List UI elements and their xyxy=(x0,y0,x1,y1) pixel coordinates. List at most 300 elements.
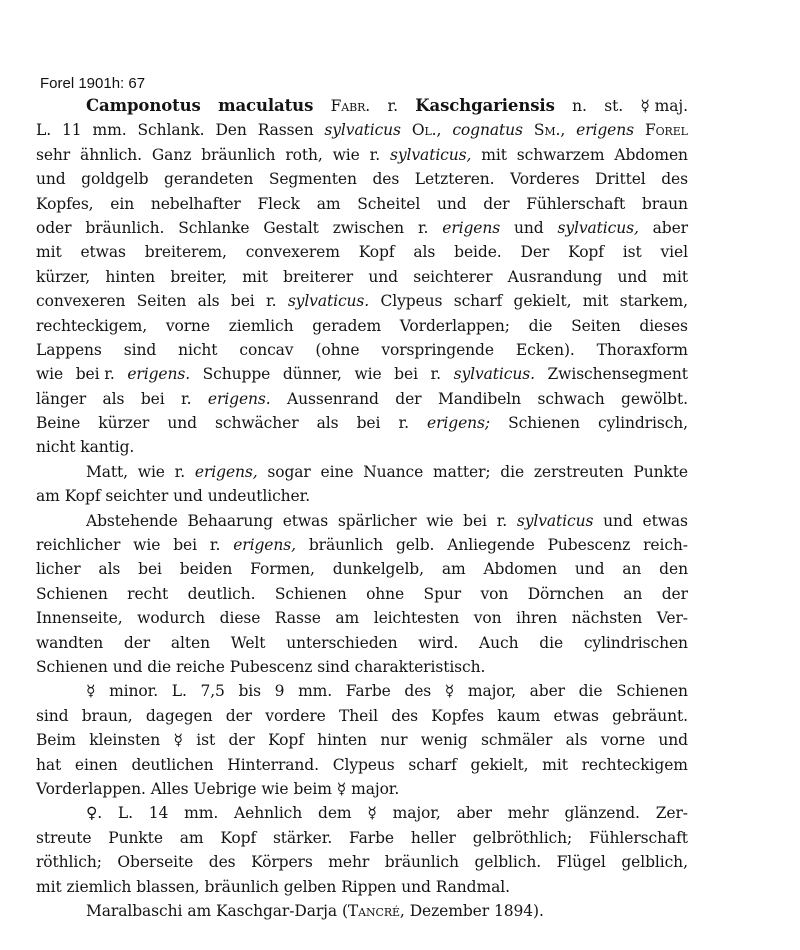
word: mit xyxy=(242,267,268,286)
word: Forel xyxy=(644,121,688,140)
word: am xyxy=(441,560,466,579)
word: Clypeus xyxy=(380,292,443,311)
word: der xyxy=(228,731,255,750)
word: Schienen xyxy=(616,682,688,701)
word: die xyxy=(528,316,553,335)
word: cylindrischen xyxy=(583,633,688,652)
text-line xyxy=(36,533,688,557)
word: reiche xyxy=(175,657,225,676)
word: mehr xyxy=(328,853,370,872)
word: streute xyxy=(36,828,92,847)
word: Schienen xyxy=(274,584,347,603)
word: der xyxy=(123,633,151,652)
citation-label: Forel 1901h: 67 xyxy=(40,75,146,92)
text-line xyxy=(36,557,688,581)
word: glänzend. xyxy=(564,804,640,823)
word: mehr xyxy=(507,804,549,823)
text-line xyxy=(36,655,688,679)
word: dunkelgelb, xyxy=(332,560,424,579)
word: bräunlich xyxy=(308,536,384,555)
text-line xyxy=(36,411,688,435)
word: kürzer xyxy=(98,414,150,433)
word: minor. xyxy=(109,682,159,701)
word: Kaschgariensis xyxy=(415,96,555,115)
document-body xyxy=(36,94,688,923)
word: ist xyxy=(196,731,216,750)
word: Schlank. xyxy=(137,121,205,140)
text-line xyxy=(36,679,688,703)
word: bei xyxy=(140,389,165,408)
word: wodurch xyxy=(137,609,206,628)
word: gelblich, xyxy=(621,853,688,872)
word: ☿ xyxy=(86,682,96,701)
word: vorne xyxy=(165,316,210,335)
word: wie xyxy=(36,365,64,384)
word: ohne xyxy=(366,584,405,603)
word: und xyxy=(167,414,197,433)
word: gelben xyxy=(283,877,337,896)
word: und xyxy=(574,560,605,579)
word: und xyxy=(617,267,648,286)
word: Rasse xyxy=(274,609,321,628)
word: Ecken). xyxy=(515,340,575,359)
word: der xyxy=(483,194,510,213)
word: als xyxy=(565,731,588,750)
word: alten xyxy=(170,633,210,652)
word: bei xyxy=(138,560,162,579)
word: bei r. xyxy=(75,365,115,384)
word: mit xyxy=(481,145,507,164)
word: breiterer xyxy=(283,267,354,286)
word: ist xyxy=(622,243,642,262)
word: Spur xyxy=(423,584,462,603)
word: wird. xyxy=(418,633,459,652)
word: Segmenten xyxy=(268,170,357,189)
word: ihren xyxy=(516,609,558,628)
word: Kopfes, xyxy=(36,194,94,213)
word: sylvaticus, xyxy=(557,218,639,237)
word: Pubescenz xyxy=(547,536,631,555)
word: wie xyxy=(261,779,289,798)
word: Theil xyxy=(339,706,378,725)
word: kantig. xyxy=(80,438,135,457)
word: die xyxy=(578,682,603,701)
word: vorspringende xyxy=(381,340,494,359)
word: nicht xyxy=(36,438,76,457)
word: gelbröthlich; xyxy=(472,828,573,847)
word: schwächer xyxy=(215,414,299,433)
word: undeutlicher. xyxy=(207,487,311,506)
word: ähnlich. xyxy=(80,145,142,164)
text-line xyxy=(36,801,688,825)
word: recht xyxy=(127,584,169,603)
word: ☿ maj. xyxy=(640,97,688,115)
word: r. xyxy=(496,511,508,530)
word: des xyxy=(661,170,688,189)
word: die xyxy=(500,462,525,481)
word: erigens xyxy=(442,218,501,237)
word: sylvaticus. xyxy=(453,365,535,384)
word: des xyxy=(208,853,236,872)
text-line xyxy=(36,753,688,777)
word: Farbe xyxy=(349,828,394,847)
word: beide. xyxy=(454,243,502,262)
word: nicht xyxy=(178,340,218,359)
word: etwas xyxy=(553,706,599,725)
word: L. xyxy=(36,121,52,140)
word: wandten xyxy=(36,633,104,652)
word: Auch xyxy=(479,633,519,652)
word: beiden xyxy=(179,560,233,579)
word: dieses xyxy=(639,316,688,335)
word: Abdomen xyxy=(483,560,557,579)
word: Ol., xyxy=(411,121,442,140)
word: beim xyxy=(293,779,332,798)
word: der xyxy=(225,706,252,725)
word: geradem xyxy=(312,316,382,335)
word: reichlicher xyxy=(36,536,121,555)
word: gekielt, xyxy=(470,755,529,774)
text-line xyxy=(36,216,688,240)
word: am xyxy=(187,901,212,920)
word: Maralbaschi xyxy=(86,901,183,920)
word: erigens. xyxy=(207,389,271,408)
word: bräunlich xyxy=(204,877,279,896)
word: Uebrige xyxy=(193,779,257,798)
word: erigens xyxy=(576,121,634,140)
word: ziemlich xyxy=(66,877,132,896)
word: röthlich; xyxy=(36,853,102,872)
word: mit xyxy=(582,292,609,311)
word: Flügel xyxy=(556,853,606,872)
word: ☿ xyxy=(444,682,455,701)
word: gelb. xyxy=(395,536,435,555)
word: cognatus xyxy=(452,121,523,140)
word: ein xyxy=(110,194,135,213)
word: ☿ xyxy=(173,731,183,750)
word: schwarzem xyxy=(516,145,605,164)
text-line xyxy=(36,899,688,923)
word: als xyxy=(413,243,436,262)
text-line xyxy=(36,484,688,508)
word: unterschieden xyxy=(286,633,398,652)
word: Drittel xyxy=(594,170,646,189)
word: roth, xyxy=(285,145,323,164)
word: r. xyxy=(430,365,441,384)
text-line xyxy=(36,94,688,118)
text-line xyxy=(36,875,688,899)
word: vordere xyxy=(265,706,326,725)
word: Kopf xyxy=(64,487,101,506)
word: bräunlich. xyxy=(85,218,165,237)
word: Rassen xyxy=(257,121,314,140)
word: am xyxy=(316,194,341,213)
word: aber xyxy=(529,682,565,701)
word: Beim xyxy=(36,731,76,750)
word: mm. xyxy=(298,682,333,701)
word: blassen, xyxy=(136,877,200,896)
word: nur xyxy=(380,731,408,750)
word: Schlanke xyxy=(178,218,250,237)
word: bräunlich xyxy=(384,853,459,872)
word: ☿ xyxy=(367,804,377,823)
word: braun xyxy=(641,194,688,213)
word: oder xyxy=(36,218,72,237)
word: st. xyxy=(604,97,624,115)
word: Farbe xyxy=(345,682,391,701)
text-line xyxy=(36,728,688,752)
word: Kopfes xyxy=(431,706,484,725)
word: Rippen xyxy=(341,877,397,896)
text-line xyxy=(36,850,688,874)
word: r. xyxy=(266,292,277,311)
word: schwach xyxy=(537,389,605,408)
word: starkem, xyxy=(619,292,688,311)
word: sogar xyxy=(267,462,311,481)
word: an xyxy=(622,560,642,579)
word: dagegen xyxy=(145,706,213,725)
text-line xyxy=(36,631,688,655)
word: Anliegende xyxy=(447,536,535,555)
word: am xyxy=(179,828,204,847)
word: matter; xyxy=(433,462,491,481)
word: Innenseite, xyxy=(36,609,123,628)
word: Randmal. xyxy=(435,877,510,896)
word: und xyxy=(112,657,143,676)
word: Den xyxy=(215,121,247,140)
word: sylvaticus xyxy=(516,511,594,530)
text-line xyxy=(36,435,688,459)
word: etwas xyxy=(80,243,126,262)
word: bei xyxy=(173,536,197,555)
word: Beine xyxy=(36,414,81,433)
word: breiter, xyxy=(170,267,228,286)
word: und xyxy=(36,170,66,189)
word: Alles xyxy=(150,779,189,798)
word: der xyxy=(395,389,422,408)
word: Schuppe xyxy=(202,365,271,384)
word: r. xyxy=(174,462,186,481)
word: Seiten xyxy=(136,292,187,311)
word: major, xyxy=(467,682,516,701)
word: licher xyxy=(36,560,81,579)
word: Abdomen xyxy=(614,145,688,164)
word: mit xyxy=(36,243,62,262)
word: Der xyxy=(520,243,550,262)
word: wie xyxy=(426,511,454,530)
word: mm. xyxy=(92,121,127,140)
word: an xyxy=(623,584,643,603)
text-line xyxy=(36,704,688,728)
word: erigens, xyxy=(194,462,258,481)
word: dünner, xyxy=(282,365,342,384)
word: hinten xyxy=(317,731,367,750)
word: bei xyxy=(394,365,418,384)
text-line xyxy=(36,265,688,289)
word: hinten xyxy=(105,267,156,286)
word: und xyxy=(436,194,467,213)
word: ☿ xyxy=(336,779,347,798)
word: bräunlich xyxy=(201,145,276,164)
word: r. xyxy=(387,97,398,115)
word: major, xyxy=(392,804,441,823)
word: ziemlich xyxy=(228,316,294,335)
word: cylindrisch, xyxy=(598,414,688,433)
word: zerstreuten xyxy=(533,462,624,481)
word: einen xyxy=(74,755,118,774)
word: bis xyxy=(238,682,261,701)
word: Vorderlappen. xyxy=(36,779,146,798)
word: Scheitel xyxy=(357,194,421,213)
text-line xyxy=(36,143,688,167)
word: des xyxy=(404,682,432,701)
word: Vorderes xyxy=(510,170,580,189)
word: 1894). xyxy=(494,901,544,920)
word: länger xyxy=(36,389,87,408)
word: Matt, xyxy=(86,462,128,481)
word: Schienen xyxy=(36,584,108,603)
word: und xyxy=(401,877,431,896)
word: bei xyxy=(230,292,255,311)
word: Seiten xyxy=(571,316,621,335)
word: scharf xyxy=(408,755,457,774)
word: Thoraxform xyxy=(596,340,688,359)
word: Pubescenz xyxy=(229,657,313,676)
word: Ganz xyxy=(151,145,192,164)
word: deutlichen xyxy=(131,755,214,774)
word: Körpers xyxy=(251,853,313,872)
word: Schienen xyxy=(508,414,580,433)
word: Fabr. xyxy=(330,97,371,115)
word: deutlich. xyxy=(187,584,256,603)
word: 7,5 xyxy=(200,682,225,701)
word: rechteckigem xyxy=(581,755,688,774)
word: Zer- xyxy=(655,804,688,823)
word: und xyxy=(658,731,688,750)
text-line xyxy=(36,460,688,484)
word: gebräunt. xyxy=(612,706,688,725)
word: nebelhafter xyxy=(150,194,241,213)
word: Formen, xyxy=(250,560,315,579)
word: gekielt, xyxy=(513,292,572,311)
word: sehr xyxy=(36,145,71,164)
word: Kopf xyxy=(268,731,304,750)
word: Hinterrand. xyxy=(227,755,319,774)
word: Dezember xyxy=(409,901,490,920)
text-line xyxy=(36,167,688,191)
word: goldgelb xyxy=(81,170,149,189)
word: ♀. xyxy=(86,804,103,823)
word: 14 xyxy=(148,804,169,823)
word: und xyxy=(514,218,544,237)
word: und xyxy=(603,511,633,530)
word: zwischen xyxy=(332,218,405,237)
word: Gestalt xyxy=(263,218,319,237)
word: Ver- xyxy=(656,609,688,628)
word: der xyxy=(661,584,688,603)
word: und xyxy=(368,267,398,286)
word: mit xyxy=(36,877,62,896)
word: convexerem xyxy=(245,243,340,262)
word: Kopf xyxy=(568,243,604,262)
word: die xyxy=(539,633,564,652)
word: als xyxy=(98,560,121,579)
word: erigens; xyxy=(427,414,491,433)
word: Abstehende xyxy=(86,511,178,530)
word: Aehnlich xyxy=(234,804,303,823)
word: bei xyxy=(356,414,381,433)
word: (ohne xyxy=(315,340,360,359)
word: Letzteren. xyxy=(414,170,495,189)
word: nächsten xyxy=(571,609,643,628)
word: (Tancré, xyxy=(341,901,405,920)
word: erigens. xyxy=(127,365,191,384)
word: convexeren xyxy=(36,292,126,311)
word: wie xyxy=(133,536,161,555)
word: Welt xyxy=(230,633,266,652)
word: kaum xyxy=(497,706,541,725)
word: etwas xyxy=(642,511,688,530)
word: Nuance xyxy=(363,462,424,481)
text-line xyxy=(36,387,688,411)
word: als xyxy=(197,292,220,311)
word: als xyxy=(102,389,125,408)
word: sylvaticus xyxy=(324,121,401,140)
word: Lappens xyxy=(36,340,102,359)
word: rechteckigem, xyxy=(36,316,148,335)
word: am xyxy=(335,609,360,628)
word: wie xyxy=(332,145,360,164)
word: aber xyxy=(652,218,688,237)
word: 9 xyxy=(274,682,285,701)
word: den xyxy=(659,560,688,579)
word: schmäler xyxy=(480,731,553,750)
word: Aussenrand xyxy=(287,389,379,408)
word: bei xyxy=(463,511,487,530)
text-line xyxy=(36,338,688,362)
word: kürzer, xyxy=(36,267,91,286)
word: major. xyxy=(351,779,400,798)
word: Kopf xyxy=(358,243,395,262)
word: sylvaticus. xyxy=(287,292,370,311)
word: r. xyxy=(369,145,381,164)
word: Camponotus xyxy=(86,96,201,115)
word: concav xyxy=(239,340,294,359)
word: des xyxy=(372,170,400,189)
word: Oberseite xyxy=(117,853,194,872)
word: r. xyxy=(209,536,221,555)
word: reich- xyxy=(643,536,688,555)
word: als xyxy=(316,414,339,433)
word: sind xyxy=(317,657,350,676)
word: Punkte xyxy=(108,828,163,847)
word: n. xyxy=(572,97,587,115)
word: Schienen xyxy=(36,657,108,676)
text-line xyxy=(36,777,688,801)
text-line xyxy=(36,314,688,338)
text-line xyxy=(36,509,688,533)
word: scharf xyxy=(453,292,503,311)
word: erigens, xyxy=(233,536,296,555)
word: 11 xyxy=(62,121,82,140)
word: Behaarung xyxy=(187,511,273,530)
word: Zwischensegment xyxy=(547,365,688,384)
word: breiterem, xyxy=(144,243,227,262)
text-line xyxy=(36,118,688,142)
word: braun, xyxy=(81,706,133,725)
text-line xyxy=(36,240,688,264)
word: L. xyxy=(171,682,187,701)
